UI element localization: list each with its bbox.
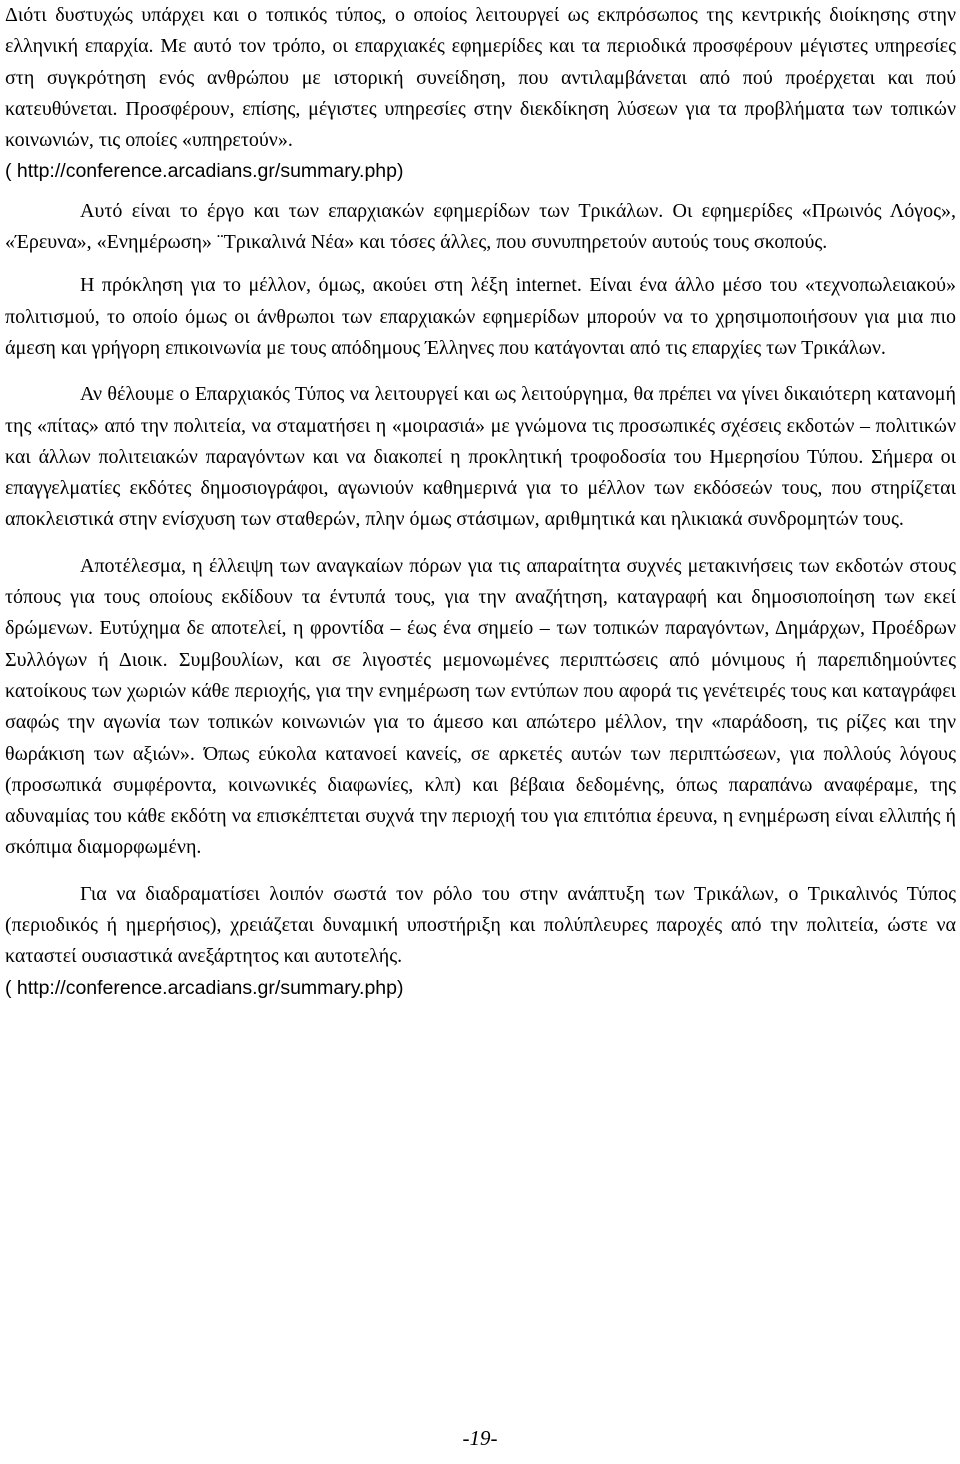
paragraph-conclusion: Για να διαδραματίσει λοιπόν σωστά τον ρόλο του στην ανάπτυξη των Τρικάλων, ο Τρικαλινός Τύπος (περιοδικός ή ημερήσιος), χρειάζεται δυναμική υποστήριξη και πολύπλευρες παροχές από την πολιτεία, ώστε να καταστεί ουσιαστικά ανεξάρτητος και αυτοτελής. xyxy=(5,882,956,968)
document-body xyxy=(5,0,956,1004)
paragraph-intro: Διότι δυστυχώς υπάρχει και ο τοπικός τύπος, ο οποίος λειτουργεί ως εκπρόσωπος της κεντρικής διοίκησης στην ελληνική επαρχία. Με αυτό τον τρόπο, οι επαρχιακές εφημερίδες και τα περιοδικά προσφέρουν μέγιστες υπηρεσίες στη συγκρότηση ενός ανθρώπου με ιστορική συνείδηση, που αντιλαμβάνεται από πού προέρχεται και πού κατευθύνεται. Προσφέρουν, επίσης, μέγιστες υπηρεσίες στην διεκδίκηση λύσεων για τα προβλήματα των τοπικών κοινωνιών, τις οποίες «υπηρετούν». xyxy=(5,4,956,152)
source-citation: ( http://conference.arcadians.gr/summary.php) xyxy=(5,976,404,999)
source-citation: ( http://conference.arcadians.gr/summary.php) xyxy=(5,160,404,183)
page-number: -19- xyxy=(462,1426,498,1450)
paragraph-internet-challenge: Η πρόκληση για το μέλλον, όμως, ακούει στη λέξη internet. Είναι ένα άλλο μέσο του «τεχνοπωλειακού» πολιτισμού, το οποίο όμως οι άνθρωποι των επαρχιακών εφημερίδων μπορούν να το χρησιμοποιήσουν για μια πιο άμεση και γρήγορη επικοινωνία με τους απόδημους Έλληνες που κατάγονται από τις επαρχίες των Τρικάλων. xyxy=(5,274,956,359)
paragraph-regional-press: Αν θέλουμε ο Επαρχιακός Τύπος να λειτουργεί και ως λειτούργημα, θα πρέπει να γίνει δικαιότερη κατανομή της «πίτας» από την πολιτεία, να σταματήσει η «μοιρασιά» με γνώμονα τις προσωπικές σχέσεις εκδοτών – πολιτικών και άλλων πολιτειακών παραγόντων και να διακοπεί η προκλητική τροφοδοσία του Ημερησίου Τύπου. Σήμερα οι επαγγελματίες εκδότες δημοσιογράφοι, αγωνιούν καθημερινά για το μέλλον των εκδόσεών τους, που στηρίζεται αποκλειστικά στην ενίσχυση των σταθερών, πλην όμως στάσιμων, αριθμητικά και ηλικιακά συνδρομητών τους. xyxy=(5,383,956,531)
paragraph-consequences: Αποτέλεσμα, η έλλειψη των αναγκαίων πόρων για τις απαραίτητα συχνές μετακινήσεις των εκδοτών στους τόπους για τους οποίους εκδίδουν τα έντυπά τους, για την αναζήτηση, καταγραφή και δημοσιοποίηση των εκεί δρώμενων. Ευτύχημα δε αποτελεί, η φροντίδα – έως ένα σημείο – των τοπικών παραγόντων, Δημάρχων, Προέδρων Συλλόγων ή Διοικ. Συμβουλίων, και σε λιγοστές μεμονωμένες περιπτώσεις από μόνιμους ή παρεπιδημούντες κατοίκους των χωριών κάθε περιοχής, για την ενημέρωση των εντύπων που αφορά τις γενέτειρές τους και καταγράφει σαφώς την αγωνία των τοπικών κοινωνιών για το άμεσο και απώτερο μέλλον, την «παράδοση, τις ρίζες και την θωράκιση των αξιών». Όπως εύκολα κατανοεί κανείς, σε αρκετές αυτών των περιπτώσεων, για πολλούς λόγους (προσωπικά συμφέροντα, κοινωνικές διαφωνίες, κλπ) και βέβαια δεδομένης, όπως παραπάνω αναφέραμε, της αδυναμίας του κάθε εκδότη να επισκέπτεται συχνά την περιοχή του για επιτόπια έρευνα, η ενημέρωση είναι ελλιπής ή σκόπιμα διαμορφωμένη. xyxy=(5,554,956,859)
paragraph-trikala-newspapers: Αυτό είναι το έργο και των επαρχιακών εφημερίδων των Τρικάλων. Οι εφημερίδες «Πρωινός Λόγος», «Έρευνα», «Ενημέρωση» ¨Τρικαλινά Νέα» και τόσες άλλες, που συνυπηρετούν αυτούς τους σκοπούς. xyxy=(5,199,956,254)
